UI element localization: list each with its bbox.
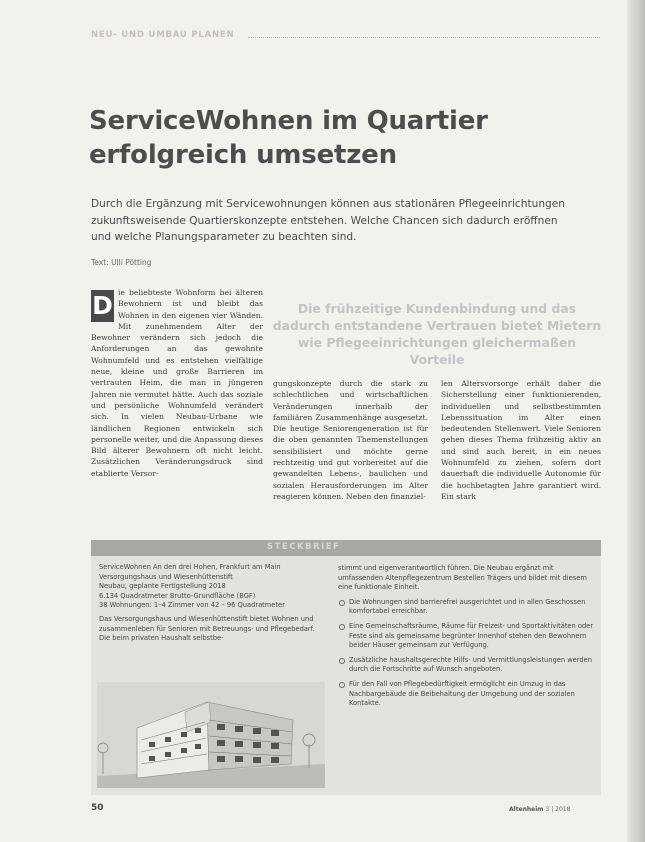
body-column-1-text: ie beliebteste Wohnform bei älteren Bewohnern ist und bleibt das Wohnen in den eigenen vier Wänden. Mit zunehmendem Alter der Bewohner verändern sich jedoch die Anforderungen an das gewohnte Wohnumfeld und es entstehen vielfältige neue, kleine und große Barrieren im vertrauten Heim, die man in jüngeren Jahren nie vermutet hätte. Auch das soziale und persönliche Wohnumfeld verändert sich. In vielen Neubau-Urbane wie ländlichen Regionen entwickeln sich personelle weiter, und die Anpassung dieses Bild älterer Bewohnern oft nicht leicht. Zusätzlichen Veränderungsdruck sind etablierte Versor- bbox=[91, 288, 263, 478]
list-item: Die Wohnungen sind barrierefrei ausgerichtet und in allen Geschossen komfortabel erreichbar. bbox=[338, 598, 596, 617]
list-item: Für den Fall von Pflegebedürftigkeit ermöglicht ein Umzug in das Nachbargebäude die Beibehaltung der Umgebung und der sozialen Kontakte. bbox=[338, 680, 596, 709]
page-fold-shadow bbox=[627, 0, 645, 842]
list-item: Eine Gemeinschaftsräume, Räume für Freizeit- und Sportaktivitäten oder Feste sind als gemeinsame begrünter Innenhof stehen den Bewohnern beider Häuser gemeinsam zur Verfügung. bbox=[338, 622, 596, 651]
building-rendering bbox=[97, 682, 325, 788]
info-line: Versorgungshaus und Wiesenhüttenstift bbox=[99, 572, 233, 581]
info-box bbox=[91, 540, 601, 795]
body-column-2: gungskonzepte durch die stark zu schlechtlichen und wirtschaftlichen Veränderungen innerhalb der familiären Zusammenhänge ausgesetzt. Die heutige Seniorengeneration ist für die oben genannten Themenstellungen sensibilisiert und möchte gerne rechtzeitig und gut vorbereitet auf die gewandelten Lebens-, baulichen und sozialen Herausforderungen im Alter reagieren können. Neben den finanziel- bbox=[273, 379, 428, 501]
section-rubric: NEU- UND UMBAU PLANEN bbox=[91, 30, 235, 40]
list-item: Zusätzliche haushaltsgerechte Hilfs- und Vermittlungsleistungen werden durch die Fortschritte auf Wunsch angeboten. bbox=[338, 656, 596, 675]
info-bullet-list bbox=[338, 598, 596, 709]
body-column-3: len Altersvorsorge erhält daher die Sicherstellung einer funktionierenden, individuellen und selbstbestimmten Lebenssituation im Alter einen bedeutenden Stellenwert. Viele Senioren gehen dieses Thema frühzeitig aktiv an und sind auch bereit, in ein neues Wohnumfeld zu ziehen, sofern dort dauerhaft die individuelle Autonomie für die hochbetagten Jahre garantiert wird. Ein stark bbox=[441, 379, 601, 501]
info-box-header bbox=[91, 540, 601, 556]
pull-quote: Die frühzeitige Kundenbindung und das dadurch entstandene Vertrauen bietet Mietern wie Pflegeeinrichtungen gleichermaßen Vorteile bbox=[272, 301, 602, 367]
info-paragraph: stimmt und eigenverantwortlich führen. Die Neubau ergänzt mit umfassenden Altenpflegezentrum Bestellen Trägers und bildet mit diesem eine funktionale Einheit. bbox=[338, 564, 587, 592]
article-lead: Durch die Ergänzung mit Servicewohnungen können aus stationären Pflegeeinrichtungen zukunftsweisende Quartierskonzepte entstehen. Welche Chancen sich dadurch eröffnen und welche Planungsparameter zu beachten sind. bbox=[91, 198, 565, 243]
info-line: 6.134 Quadratmeter Brutto-Grundfläche (BGF) bbox=[99, 591, 256, 600]
rubric-dotted-rule bbox=[248, 37, 600, 38]
info-line: Neubau, geplante Fertigstellung 2018 bbox=[99, 582, 226, 591]
info-box-heading: STECKBRIEF bbox=[267, 542, 341, 552]
info-line: 38 Wohnungen: 1–4 Zimmer von 42 – 96 Quadratmeter bbox=[99, 601, 285, 610]
article-title: ServiceWohnen im Quartier erfolgreich umsetzen bbox=[89, 106, 488, 170]
info-line: ServiceWohnen An den drei Hohen, Frankfurt am Main bbox=[99, 563, 281, 571]
page-number: 50 bbox=[91, 803, 104, 813]
info-box-left bbox=[99, 563, 317, 644]
magazine-name: Altenheim bbox=[509, 806, 544, 813]
article-author: Text: Ulli Pötting bbox=[91, 258, 152, 267]
issue-number: 3 | 2018 bbox=[545, 806, 571, 813]
footer-credit bbox=[509, 806, 570, 813]
info-paragraph: Das Versorgungshaus und Wiesenhüttenstift bietet Wohnen und zusammenleben für Senioren mit Betreuungs- und Pflegebedarf. Die beim privaten Haushalt selbstbe- bbox=[99, 614, 315, 643]
drop-cap: D bbox=[92, 291, 113, 320]
body-column-1 bbox=[91, 287, 263, 522]
info-box-right bbox=[338, 564, 596, 714]
